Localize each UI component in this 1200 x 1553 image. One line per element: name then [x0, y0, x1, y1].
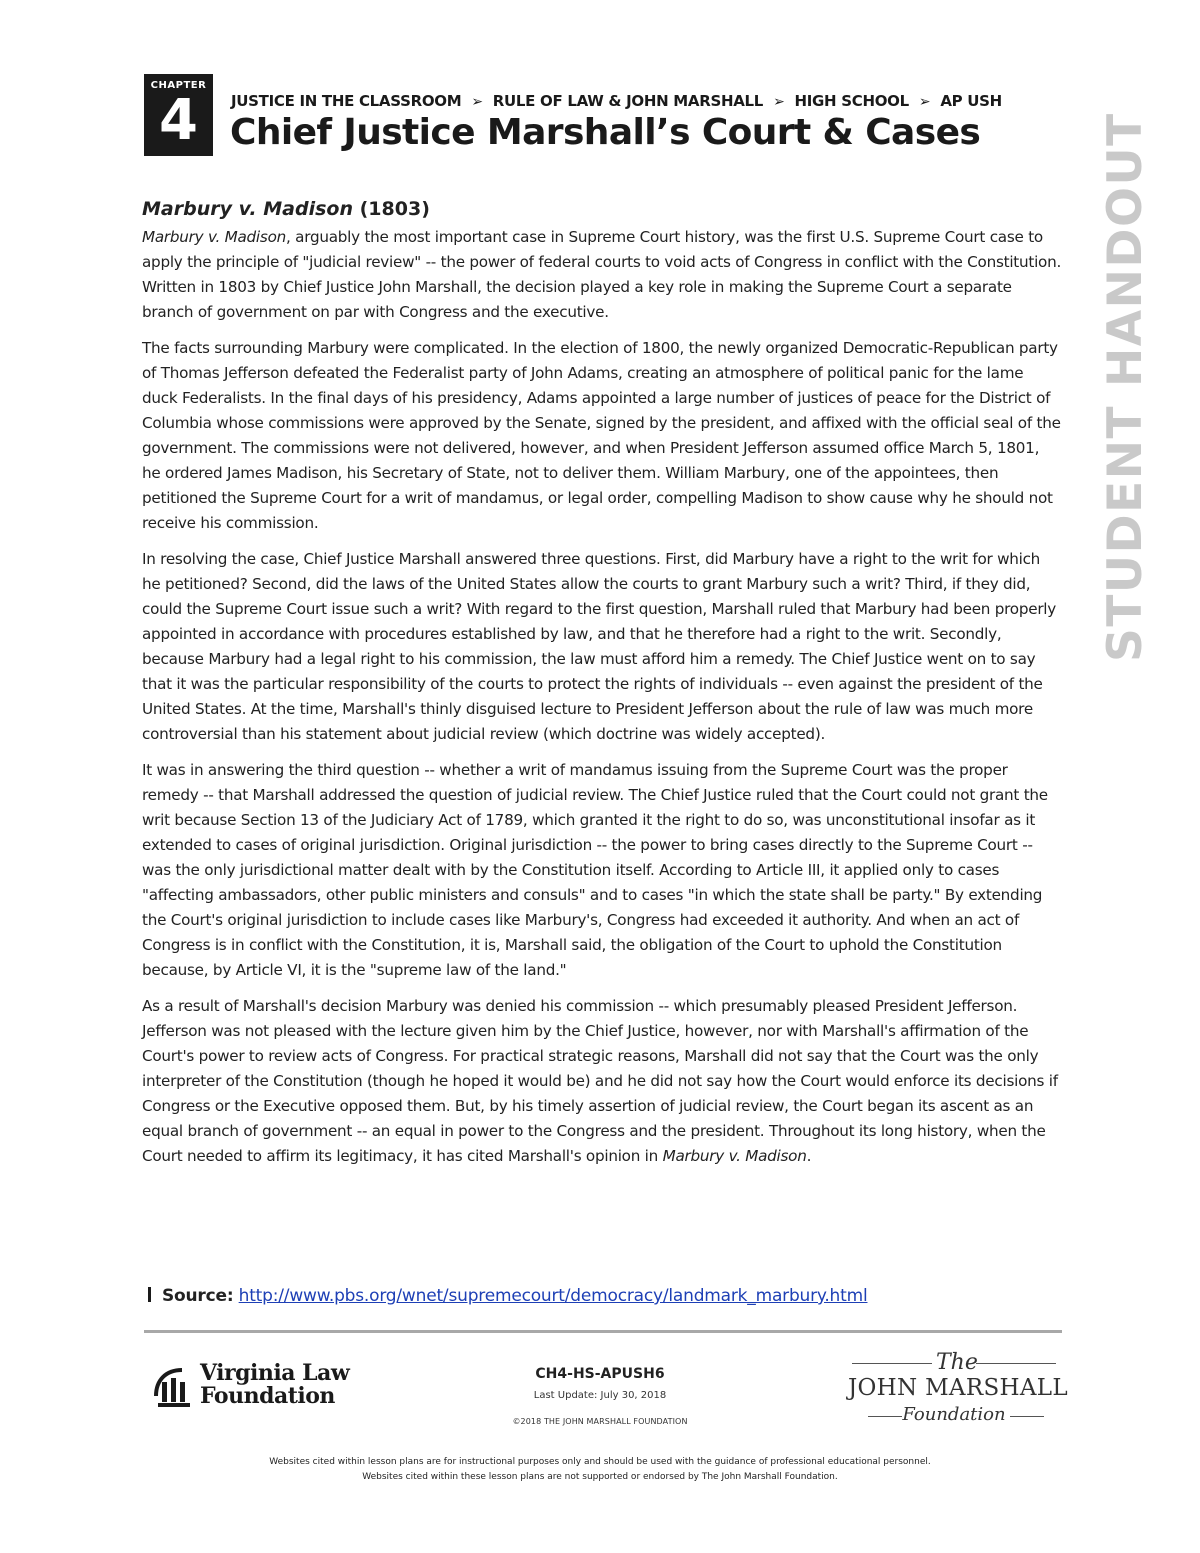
breadcrumb-arrow-icon: ➢	[773, 94, 785, 110]
disclaimer	[150, 1455, 1050, 1485]
case-name: Marbury v. Madison	[142, 228, 286, 246]
source-label: Source:	[162, 1286, 234, 1306]
columns-icon	[152, 1366, 196, 1410]
paragraph-5	[142, 994, 1062, 1169]
handout-body	[142, 196, 1062, 1180]
case-heading	[142, 196, 1062, 222]
logo-rule	[852, 1363, 932, 1364]
case-heading-year: (1803)	[359, 198, 430, 220]
source-bar-icon	[148, 1287, 151, 1302]
disclaimer-line-2: Websites cited within these lesson plans are not supported or endorsed by The John Marshall Foundation.	[362, 1472, 838, 1482]
paragraph-end: .	[806, 1147, 812, 1165]
breadcrumb-item: HIGH SCHOOL	[794, 92, 909, 110]
logo-name: JOHN MARSHALL	[848, 1375, 1068, 1401]
paragraph-3: In resolving the case, Chief Justice Marshall answered three questions. First, did Marbury have a right to the writ for which he petitioned? Second, did the laws of the United States allow the courts to grant Marbury such a writ? Third, if they did, could the Supreme Court issue such a writ? With regard to the first question, Marshall ruled that Marbury had been properly appointed in accordance with procedures established by law, and that he therefore had a right to the writ. Secondly, because Marbury had a legal right to his commission, the law must afford him a remedy. The Chief Justice went on to say that it was the particular responsibility of the courts to protect the rights of individuals -- even against the president of the United States. At the time, Marshall's thinly disguised lecture to President Jefferson about the rule of law was much more controversial than his statement about judicial review (which doctrine was widely accepted).	[142, 550, 1057, 743]
logo-the: The	[936, 1350, 978, 1375]
paragraph-2: The facts surrounding Marbury were complicated. In the election of 1800, the newly organized Democratic-Republican party of Thomas Jefferson defeated the Federalist party of John Adams, creating an atmosphere of political panic for the lame duck Federalists. In the final days of his presidency, Adams appointed a large number of justices of peace for the District of Columbia whose commissions were approved by the Senate, signed by the president, and affixed with the official seal of the government. The commissions were not delivered, however, and when President Jefferson assumed office March 5, 1801, he ordered James Madison, his Secretary of State, not to deliver them. William Marbury, one of the appointees, then petitioned the Supreme Court for a writ of mandamus, or legal order, compelling Madison to show cause why he should not receive his commission.	[142, 339, 1061, 532]
logo-line-1: Virginia Law	[200, 1360, 350, 1386]
chapter-number: 4	[159, 88, 198, 153]
document-id: CH4-HS-APUSH6	[535, 1366, 665, 1382]
logo-rule	[976, 1363, 1056, 1364]
case-name: Marbury v. Madison	[662, 1147, 807, 1165]
virginia-law-foundation-logo	[148, 1362, 358, 1414]
paragraph-text: , arguably the most important case in Supreme Court history, was the first U.S. Supreme Court case to apply the principle of "judicial review" -- the power of federal courts to void acts of Congress in conflict with the Constitution. Written in 1803 by Chief Justice John Marshall, the decision played a key role in making the Supreme Court a separate branch of government on par with Congress and the executive.	[142, 228, 1062, 321]
breadcrumb-arrow-icon: ➢	[471, 94, 483, 110]
virginia-law-foundation-name	[200, 1362, 349, 1408]
logo-line-2: Foundation	[200, 1383, 335, 1409]
last-update: Last Update: July 30, 2018	[533, 1390, 667, 1401]
breadcrumb	[231, 92, 1002, 110]
page-title: Chief Justice Marshall’s Court & Cases	[230, 112, 981, 153]
copyright: ©2018 THE JOHN MARSHALL FOUNDATION	[512, 1417, 688, 1426]
source-line	[148, 1286, 867, 1306]
breadcrumb-arrow-icon: ➢	[918, 94, 931, 110]
footer-divider	[144, 1330, 1062, 1333]
breadcrumb-item: JUSTICE IN THE CLASSROOM	[231, 92, 462, 110]
chapter-label: CHAPTER	[150, 80, 207, 91]
breadcrumb-item: RULE OF LAW & JOHN MARSHALL	[492, 92, 764, 110]
breadcrumb-item: AP USH	[940, 92, 1002, 110]
student-handout-label: STUDENT HANDOUT	[1098, 112, 1153, 662]
paragraph-text: As a result of Marshall's decision Marbury was denied his commission -- which presumably pleased President Jefferson. Jefferson was not pleased with the lecture given him by the Chief Justice, however, nor with Marshall's affirmation of the Court's power to review acts of Congress. For practical strategic reasons, Marshall did not say that the Court was the only interpreter of the Constitution (though he hoped it would be) and he did not say how the Court would enforce its decisions if Congress or the Executive opposed them. But, by his timely assertion of judicial review, the Court began its ascent as an equal branch of government -- an equal in power to the Congress and the president. Throughout its long history, when the Court needed to affirm its legitimacy, it has cited Marshall's opinion in	[142, 997, 1058, 1165]
logo-foundation: Foundation	[902, 1404, 1006, 1425]
john-marshall-foundation-logo	[848, 1350, 1068, 1432]
case-heading-name: Marbury v. Madison	[142, 198, 353, 220]
paragraph-1	[142, 225, 1062, 325]
disclaimer-line-1: Websites cited within lesson plans are for instructional purposes only and should be used with the guidance of professional educational personnel.	[269, 1457, 931, 1467]
source-link[interactable]: http://www.pbs.org/wnet/supremecourt/democracy/landmark_marbury.html	[238, 1286, 868, 1306]
paragraph-4: It was in answering the third question -- whether a writ of mandamus issuing from the Supreme Court was the proper remedy -- that Marshall addressed the question of judicial review. The Chief Justice ruled that the Court could not grant the writ because Section 13 of the Judiciary Act of 1789, which granted it the right to do so, was unconstitutional insofar as it extended to cases of original jurisdiction. Original jurisdiction -- the power to bring cases directly to the Supreme Court -- was the only jurisdictional matter dealt with by the Constitution itself. According to Article III, it applied only to cases "affecting ambassadors, other public ministers and consuls" and to cases "in which the state shall be party." By extending the Court's original jurisdiction to include cases like Marbury's, Congress had exceeded it authority. And when an act of Congress is in conflict with the Constitution, it is, Marshall said, the obligation of the Court to uphold the Constitution because, by Article VI, it is the "supreme law of the land."	[142, 761, 1048, 979]
chapter-badge	[144, 74, 213, 156]
